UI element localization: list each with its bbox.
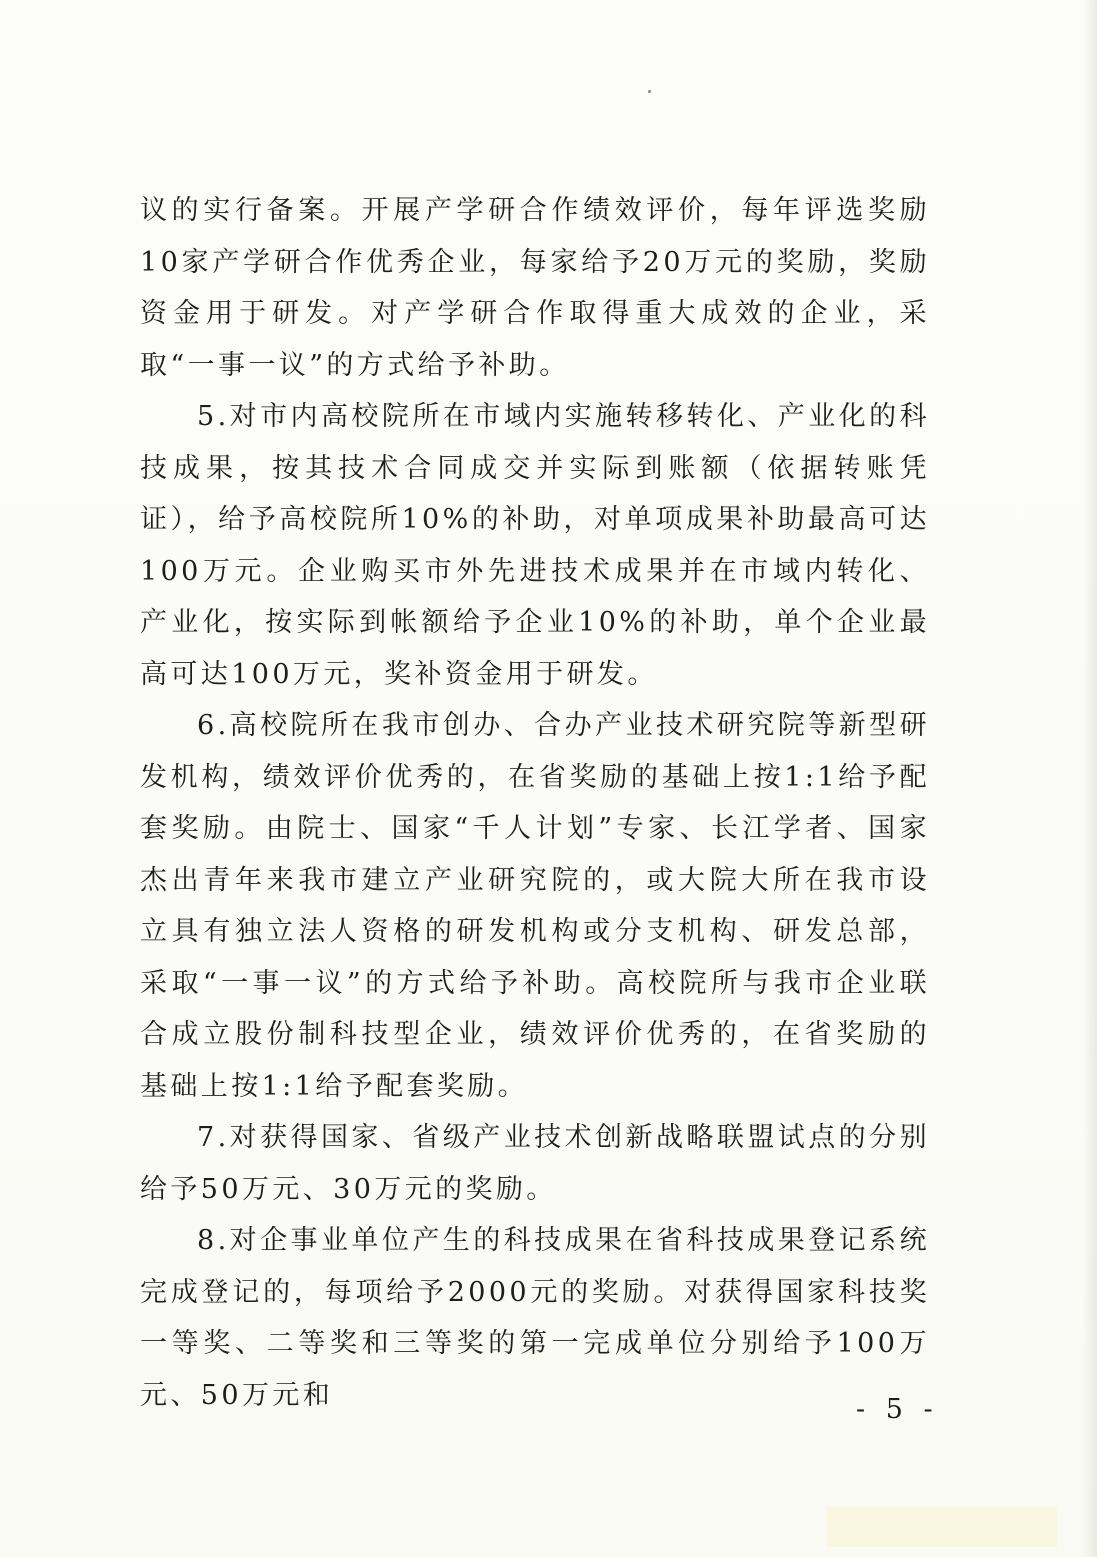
scan-speck <box>648 90 651 93</box>
page-number: - 5 - <box>856 1394 939 1425</box>
paragraph-item-8: 8.对企事业单位产生的科技成果在省科技成果登记系统完成登记的，每项给予2000元的奖励。对获得国家科技奖一等奖、二等奖和三等奖的第一完成单位分别给予100万元、50万元和 <box>140 1225 930 1411</box>
paragraph-continuation: 议的实行备案。开展产学研合作绩效评价，每年评选奖励10家产学研合作优秀企业，每家给予20万元的奖励，奖励资金用于研发。对产学研合作取得重大成效的企业，采取“一事一议”的方式给予补助。 <box>140 195 930 381</box>
paragraph-item-6: 6.高校院所在我市创办、合办产业技术研究院等新型研发机构，绩效评价优秀的，在省奖励的基础上按1:1给予配套奖励。由院士、国家“千人计划”专家、长江学者、国家杰出青年来我市建立产业研究院的，或大院大所在我市设立具有独立法人资格的研发机构或分支机构、研发总部，采取“一事一议”的方式给予补助。高校院所与我市企业联合成立股份制科技型企业，绩效评价优秀的，在省奖励的基础上按1:1给予配套奖励。 <box>140 710 930 1102</box>
document-body <box>140 185 930 1421</box>
paragraph-item-5: 5.对市内高校院所在市域内实施转移转化、产业化的科技成果，按其技术合同成交并实际到账额（依据转账凭证），给予高校院所10%的补助，对单项成果补助最高可达100万元。企业购买市外先进技术成果并在市域内转化、产业化，按实际到帐额给予企业10%的补助，单个企业最高可达100万元，奖补资金用于研发。 <box>140 401 930 690</box>
scan-tint <box>827 1507 1057 1547</box>
scan-edge-shadow <box>1083 0 1097 1557</box>
paragraph-item-7: 7.对获得国家、省级产业技术创新战略联盟试点的分别给予50万元、30万元的奖励。 <box>140 1122 930 1205</box>
